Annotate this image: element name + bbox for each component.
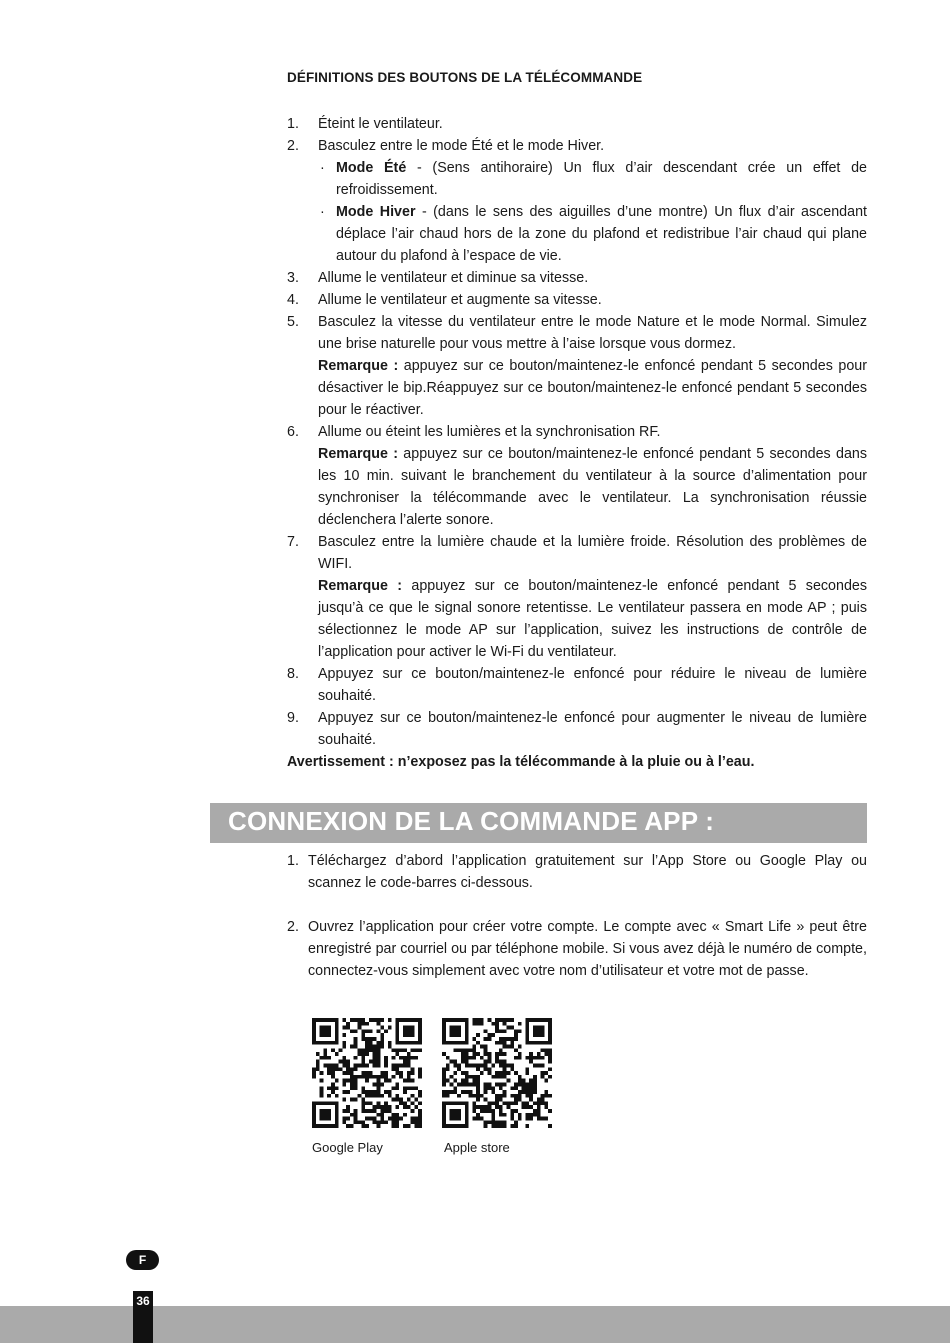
item-number: 9. bbox=[287, 710, 299, 726]
item-text: Basculez entre le mode Été et le mode Hiver. bbox=[318, 138, 605, 154]
item-number: 1. bbox=[287, 853, 299, 869]
item-text: Appuyez sur ce bouton/maintenez-le enfoncé pour augmenter le niveau de lumière souhaité. bbox=[318, 710, 867, 748]
note-label: Remarque : bbox=[318, 446, 398, 462]
list-item bbox=[287, 850, 867, 894]
page-number: 36 bbox=[136, 1294, 150, 1308]
section-heading: DÉFINITIONS DES BOUTONS DE LA TÉLÉCOMMANDE bbox=[287, 70, 643, 85]
google-play-label: Google Play bbox=[312, 1140, 383, 1155]
item-text: Ouvrez l’application pour créer votre compte. Le compte avec « Smart Life » peut être enregistré par courriel ou par téléphone mobile. Si vous avez déjà le numéro de compte, connectez-vous simplement avec votre nom d’utilisateur et votre mot de passe. bbox=[308, 919, 867, 979]
page-number-box bbox=[133, 1291, 153, 1343]
item-number: 6. bbox=[287, 424, 299, 440]
item-text: Allume le ventilateur et diminue sa vitesse. bbox=[318, 270, 589, 286]
item-text: Téléchargez d’abord l’application gratuitement sur l’App Store ou Google Play ou scannez le code-barres ci-dessous. bbox=[308, 853, 867, 891]
note-text: appuyez sur ce bouton/maintenez-le enfoncé pendant 5 secondes pour désactiver le bip.Réappuyez sur ce bouton/maintenez-le enfoncé pendant 5 secondes pour le réactiver. bbox=[318, 358, 868, 418]
item-text: Allume le ventilateur et augmente sa vitesse. bbox=[318, 292, 602, 308]
item-number: 5. bbox=[287, 314, 299, 330]
language-badge: F bbox=[126, 1250, 159, 1270]
item-note bbox=[318, 443, 867, 531]
item-number: 8. bbox=[287, 666, 299, 682]
item-note bbox=[318, 575, 867, 663]
section-title-band bbox=[210, 803, 867, 843]
list-item bbox=[287, 707, 867, 751]
item-number: 2. bbox=[287, 138, 299, 154]
note-label: Remarque : bbox=[318, 358, 399, 374]
list-item bbox=[287, 135, 867, 267]
item-text: Appuyez sur ce bouton/maintenez-le enfoncé pour réduire le niveau de lumière souhaité. bbox=[318, 666, 867, 704]
item-number: 2. bbox=[287, 919, 299, 935]
item-text: Basculez la vitesse du ventilateur entre le mode Nature et le mode Normal. Simulez une brise naturelle pour vous mettre à l’aise lorsque vous dormez. bbox=[318, 314, 867, 352]
bullet-winter-mode bbox=[318, 201, 867, 267]
list-item bbox=[287, 267, 867, 289]
list-item bbox=[287, 421, 867, 531]
item-number: 3. bbox=[287, 270, 299, 286]
item-number: 1. bbox=[287, 116, 299, 132]
list-item bbox=[287, 663, 867, 707]
bullet-label: Mode Hiver bbox=[336, 204, 416, 220]
item-number: 7. bbox=[287, 534, 299, 550]
bullet-dot: · bbox=[320, 204, 325, 220]
bullet-summer-mode bbox=[318, 157, 867, 201]
bullet-label: Mode Été bbox=[336, 160, 407, 176]
item-text: Basculez entre la lumière chaude et la lumière froide. Résolution des problèmes de WIFI. bbox=[318, 534, 867, 572]
bullet-text: - (dans le sens des aiguilles d’une montre) Un flux d’air ascendant déplace l’air chaud hors de la zone du plafond et redistribue l’air chaud qui plane autour du plafond à l’espace de vie. bbox=[336, 204, 868, 264]
note-text: appuyez sur ce bouton/maintenez-le enfoncé pendant 5 secondes jusqu’à ce que le signal sonore retentisse. Le ventilateur passera en mode AP ; puis sélectionnez le mode AP sur l’application, suivez les instructions de contrôle de l’application pour activer le Wi-Fi du ventilateur. bbox=[318, 578, 867, 660]
apple-store-qr-code bbox=[442, 1018, 552, 1128]
apple-store-label: Apple store bbox=[444, 1140, 510, 1155]
item-text: Éteint le ventilateur. bbox=[318, 116, 443, 132]
item-note bbox=[318, 355, 867, 421]
bullet-text: - (Sens antihoraire) Un flux d’air descendant crée un effet de refroidissement. bbox=[336, 160, 867, 198]
list-item bbox=[287, 916, 867, 982]
list-item bbox=[287, 289, 867, 311]
button-definitions-list bbox=[287, 113, 867, 773]
list-item bbox=[287, 531, 867, 663]
note-label: Remarque : bbox=[318, 578, 403, 594]
list-item bbox=[287, 113, 867, 135]
section-title: CONNEXION DE LA COMMANDE APP : bbox=[228, 806, 715, 836]
list-item bbox=[287, 311, 867, 421]
warning-text: Avertissement : n’exposez pas la télécommande à la pluie ou à l’eau. bbox=[287, 754, 755, 770]
bullet-dot: · bbox=[320, 160, 325, 176]
item-text: Allume ou éteint les lumières et la synchronisation RF. bbox=[318, 424, 661, 440]
item-number: 4. bbox=[287, 292, 299, 308]
app-connection-list bbox=[287, 850, 867, 982]
note-text: appuyez sur ce bouton/maintenez-le enfoncé pendant 5 secondes dans les 10 min. suivant le branchement du ventilateur à la source d’alimentation pour synchroniser la télécommande avec le ventilateur. La synchronisation réussie déclenchera l’alerte sonore. bbox=[318, 446, 868, 528]
google-play-qr-code bbox=[312, 1018, 422, 1128]
